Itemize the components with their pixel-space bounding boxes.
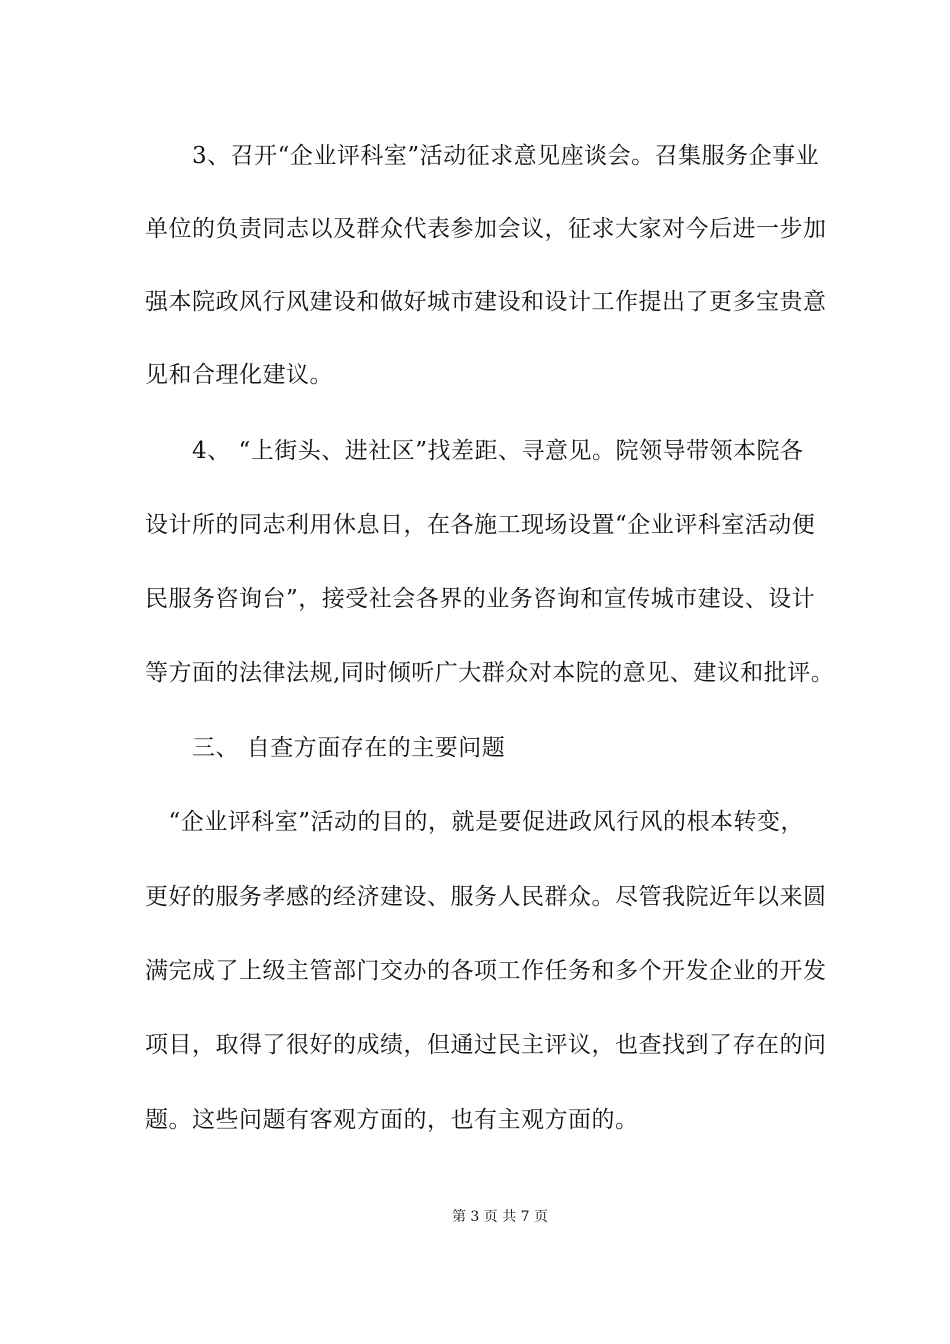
page-number: 第 3 页 共 7 页 [451, 1209, 549, 1225]
paragraph-line: 4、 “上街头、进社区”找差距、寻意见。院领导带领本院各 [145, 438, 804, 464]
section-heading: 三、 自查方面存在的主要问题 [145, 735, 506, 761]
paragraph-line: 更好的服务孝感的经济建设、服务人民群众。尽管我院近年以来圆 [145, 884, 827, 910]
paragraph-line: 民服务咨询台”，接受社会各界的业务咨询和宣传城市建设、设计 [145, 586, 816, 612]
paragraph-line: 见和合理化建议。 [145, 362, 333, 388]
paragraph-line: 项目，取得了很好的成绩，但通过民主评议，也查找到了存在的问 [145, 1032, 827, 1058]
paragraph-line: 等方面的法律法规,同时倾听广大群众对本院的意见、建议和批评。 [145, 660, 835, 686]
paragraph-line: 强本院政风行风建设和做好城市建设和设计工作提出了更多宝贵意 [145, 289, 827, 315]
paragraph-line: 单位的负责同志以及群众代表参加会议，征求大家对今后进一步加 [145, 216, 827, 242]
paragraph-line: 3、召开“企业评科室”活动征求意见座谈会。召集服务企事业 [145, 143, 820, 169]
paragraph-line: 满完成了上级主管部门交办的各项工作任务和多个开发企业的开发 [145, 958, 827, 984]
paragraph-line: 题。这些问题有客观方面的，也有主观方面的。 [145, 1107, 639, 1133]
paragraph-line: 设计所的同志利用休息日，在各施工现场设置“企业评科室活动便 [145, 512, 816, 538]
paragraph-line: “企业评科室”活动的目的，就是要促进政风行风的根本转变， [145, 809, 805, 835]
